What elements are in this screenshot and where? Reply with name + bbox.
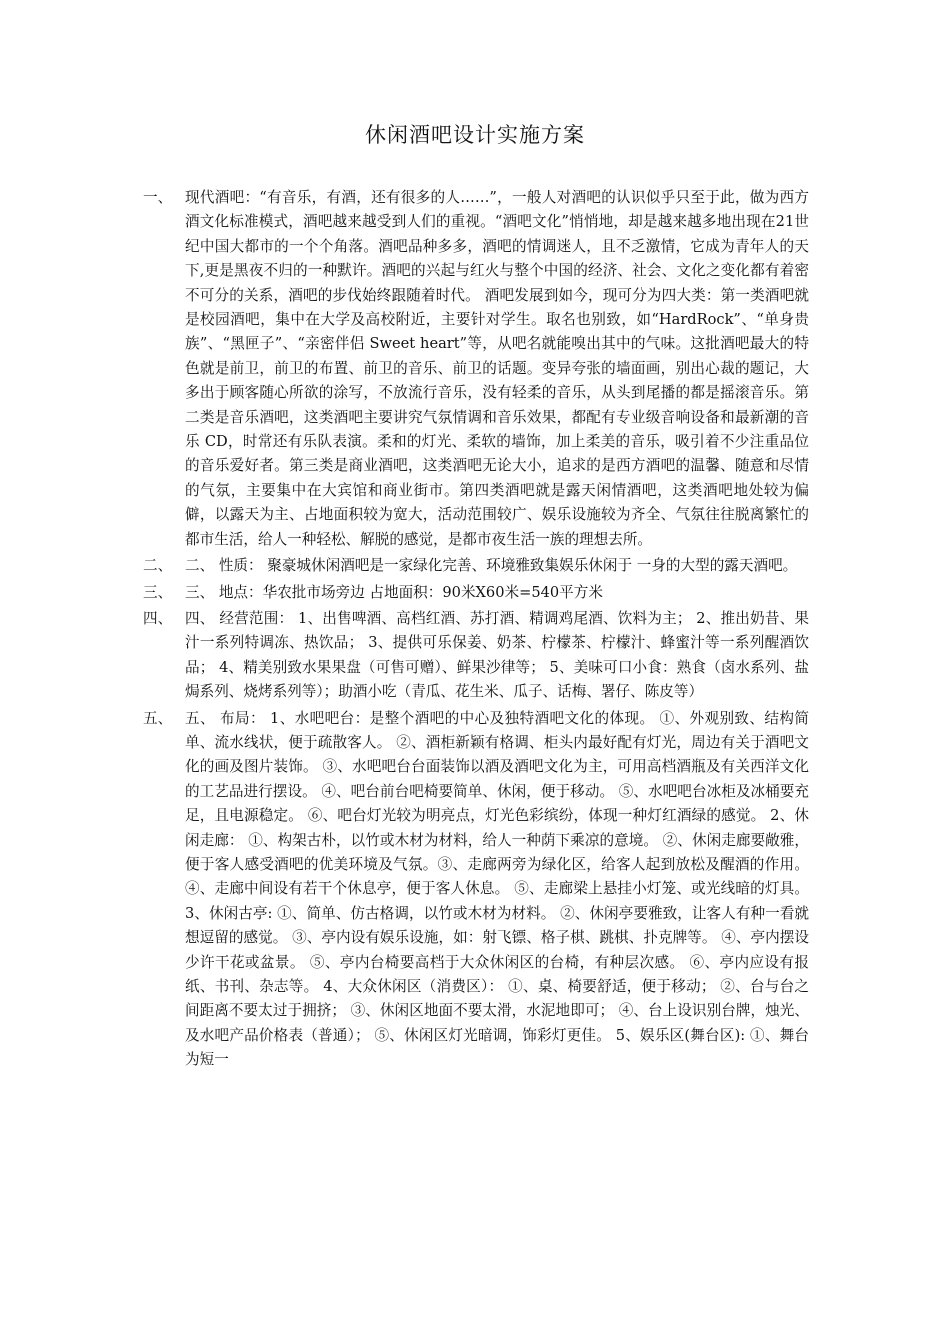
section-3 xyxy=(143,581,809,605)
document-body xyxy=(143,186,809,1075)
section-number: 四、 xyxy=(143,609,173,627)
section-text: 二、 性质： 聚豪城休闲酒吧是一家绿化完善、环境雅致集娱乐休闲于 一身的大型的露天酒吧。 xyxy=(185,557,798,575)
section-text: 现代酒吧：“有音乐，有酒，还有很多的人……”，一般人对酒吧的认识似乎只至于此，做为西方酒文化标准模式，酒吧越来越受到人们的重视。“酒吧文化”悄悄地，却是越来越多地出现在21世纪中国大都市的一个个角落。酒吧品种多多，酒吧的情调迷人，且不乏激情，它成为青年人的天下,更是黑夜不归的一种默许。酒吧的兴起与红火与整个中国的经济、社会、文化之变化都有着密不可分的关系，酒吧的步伐始终跟随着时代。 酒吧发展到如今，现可分为四大类：第一类酒吧就是校园酒吧，集中在大学及高校附近，主要针对学生。取名也别致，如“HardRock”、“单身贵族”、“黑匣子”、“亲密伴侣 Sweet heart”等，从吧名就能嗅出其中的气味。这批酒吧最大的特色就是前卫，前卫的布置、前卫的音乐、前卫的话题。变异夸张的墙面画，别出心裁的题记，大多出于顾客随心所欲的涂写，不放流行音乐，没有轻柔的音乐，从头到尾播的都是摇滚音乐。第二类是音乐酒吧，这类酒吧主要讲究气氛情调和音乐效果，都配有专业级音响设备和最新潮的音乐 CD，时常还有乐队表演。柔和的灯光、柔软的墙饰，加上柔美的音乐，吸引着不少注重品位的音乐爱好者。第三类是商业酒吧，这类酒吧无论大小，追求的是西方酒吧的温馨、随意和尽情的气氛，主要集中在大宾馆和商业街市。第四类酒吧就是露天闲情酒吧，这类酒吧地处较为偏僻，以露天为主、占地面积较为宽大，活动范围较广、娱乐设施较为齐全、气氛往往脱离繁忙的都市生活，给人一种轻松、解脱的感觉，是都市夜生活一族的理想去所。 xyxy=(185,189,809,548)
document-title: 休闲酒吧设计实施方案 xyxy=(365,123,585,147)
section-1 xyxy=(143,186,809,552)
section-number: 二、 xyxy=(143,557,173,575)
section-text: 四、 经营范围： 1、出售啤酒、高档红酒、苏打酒、精调鸡尾酒、饮料为主； 2、推出奶昔、果汁一系列特调冻、热饮品； 3、提供可乐保姜、奶茶、柠檬茶、柠檬汁、蜂蜜汁等一系列醒酒饮品； 4、精美别致水果果盘（可售可赠）、鲜果沙律等； 5、美味可口小食：熟食（卤水系列、盐焗系列、烧烤系列等）；助酒小吃（青瓜、花生米、瓜子、话梅、署仔、陈皮等） xyxy=(185,609,809,701)
section-text: 五、 布局： 1、水吧吧台：是整个酒吧的中心及独特酒吧文化的体现。 ①、外观别致、结构简单、流水线状，便于疏散客人。 ②、酒柜新颖有格调、柜头内最好配有灯光，周边有关于酒吧文化的画及图片装饰。 ③、水吧吧台台面装饰以酒及酒吧文化为主，可用高档酒瓶及有关西洋文化的工艺品进行摆设。 ④、吧台前台吧椅要简单、休闲，便于移动。 ⑤、水吧吧台冰柜及冰桶要充足，且电源稳定。 ⑥、吧台灯光较为明亮点，灯光色彩缤纷，体现一种灯红酒绿的感觉。 2、休闲走廊： ①、构架古朴，以竹或木材为材料，给人一种荫下乘凉的意境。 ②、休闲走廊要敞雅，便于客人感受酒吧的优美环境及气氛。③、走廊两旁为绿化区，给客人起到放松及醒酒的作用。 ④、走廊中间设有若干个休息亭，便于客人休息。 ⑤、走廊梁上悬挂小灯笼、或光线暗的灯具。 3、休闲古亭: ①、简单、仿古格调，以竹或木材为材料。 ②、休闲亭要雅致，让客人有种一看就想逗留的感觉。 ③、亭内设有娱乐设施，如：射飞镖、格子棋、跳棋、扑克牌等。 ④、亭内摆设少许干花或盆景。 ⑤、亭内台椅要高档于大众休闲区的台椅，有种层次感。 ⑥、亭内应设有报纸、书刊、杂志等。 4、大众休闲区（消费区）： ①、桌、椅要舒适，便于移动； ②、台与台之间距离不要太过于拥挤； ③、休闲区地面不要太滑，水泥地即可； ④、台上设识别台牌，烛光、及水吧产品价格表（普通）； ⑤、休闲区灯光暗调，饰彩灯更佳。 5、娱乐区(舞台区): ①、舞台为短一 xyxy=(185,709,809,1069)
section-5 xyxy=(143,707,809,1073)
section-text: 三、 地点：华农批市场旁边 占地面积：90米X60米=540平方米 xyxy=(185,583,603,601)
section-2 xyxy=(143,554,809,578)
section-number: 一、 xyxy=(143,189,173,206)
section-number: 五、 xyxy=(143,709,173,727)
section-4 xyxy=(143,607,809,705)
section-number: 三、 xyxy=(143,583,173,601)
